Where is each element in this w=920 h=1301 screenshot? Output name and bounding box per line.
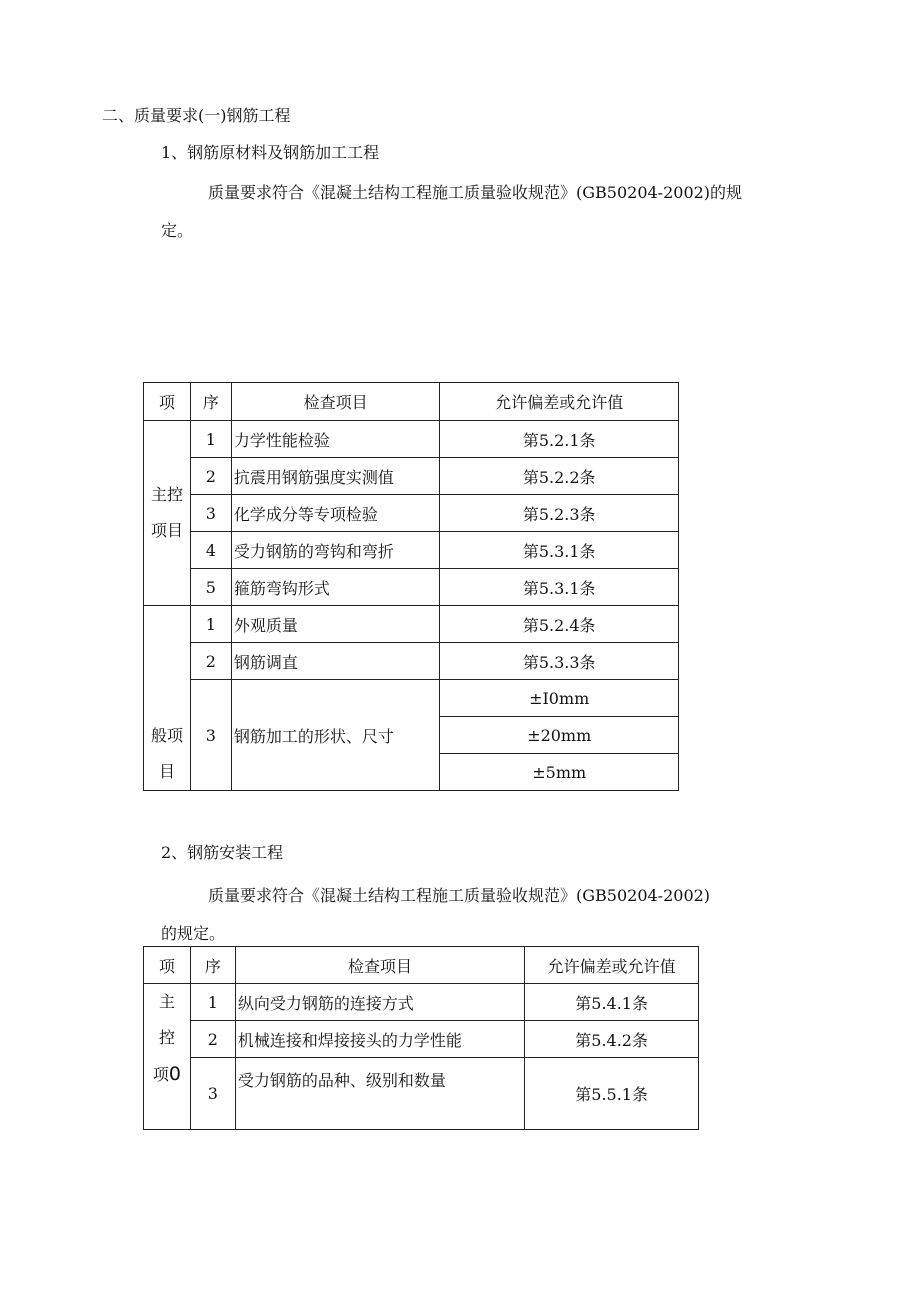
section1-paragraph-line2: 定。 bbox=[161, 221, 194, 240]
header-inspection-item: 检查项目 bbox=[235, 947, 524, 984]
row-number: 3 bbox=[190, 680, 231, 791]
row-value: 第5.2.2条 bbox=[440, 458, 679, 495]
row-number: 3 bbox=[190, 495, 231, 532]
row-item: 机械连接和焊接接头的力学性能 bbox=[235, 1021, 524, 1058]
row-item: 钢筋调直 bbox=[231, 643, 440, 680]
header-inspection-item: 检查项目 bbox=[231, 383, 440, 421]
section-heading: 二、质量要求(一)钢筋工程 bbox=[102, 106, 291, 125]
table-row bbox=[144, 495, 679, 532]
row-item: 外观质量 bbox=[231, 606, 440, 643]
header-category: 项 bbox=[144, 383, 191, 421]
general-item-label-line1: 般项 bbox=[150, 726, 183, 745]
section2-title: 2、钢筋安装工程 bbox=[161, 843, 284, 862]
row-value: 第5.3.1条 bbox=[440, 532, 679, 569]
row-number: 1 bbox=[190, 606, 231, 643]
label-char bbox=[144, 1056, 190, 1093]
table-row bbox=[144, 984, 699, 1021]
header-number: 序 bbox=[190, 947, 235, 984]
row-number: 2 bbox=[190, 1021, 235, 1058]
main-control-label bbox=[144, 421, 191, 606]
main-control-label-line2: 项目 bbox=[150, 521, 183, 540]
label-char: 控 bbox=[158, 1028, 175, 1047]
row-item: 力学性能检验 bbox=[231, 421, 440, 458]
main-control-label bbox=[144, 984, 191, 1130]
row-number: 2 bbox=[190, 643, 231, 680]
row-item: 化学成分等专项检验 bbox=[231, 495, 440, 532]
table-header-row bbox=[144, 947, 699, 984]
section2-paragraph-line2: 的规定。 bbox=[161, 924, 226, 943]
table-header-row bbox=[144, 383, 679, 421]
table-row bbox=[144, 532, 679, 569]
section1-paragraph-line1: 质量要求符合《混凝土结构工程施工质量验收规范》(GB50204-2002)的规 bbox=[208, 183, 743, 202]
table-row bbox=[144, 606, 679, 643]
general-item-label-line2: 目 bbox=[158, 762, 175, 781]
table-row bbox=[144, 569, 679, 606]
main-control-label-line1: 主控 bbox=[150, 485, 183, 504]
table-row bbox=[144, 421, 679, 458]
rebar-installation-table bbox=[143, 946, 699, 1130]
row-item: 受力钢筋的品种、级别和数量 bbox=[235, 1058, 524, 1130]
tolerance-value: ±20mm bbox=[440, 717, 679, 754]
table-row bbox=[144, 1021, 699, 1058]
row-value: 第5.3.3条 bbox=[440, 643, 679, 680]
row-value: 第5.2.1条 bbox=[440, 421, 679, 458]
row-value: 第5.2.3条 bbox=[440, 495, 679, 532]
row-value: 第5.2.4条 bbox=[440, 606, 679, 643]
row-item: 抗震用钢筋强度实测值 bbox=[231, 458, 440, 495]
label-extra: 0 bbox=[168, 1063, 182, 1085]
row-item: 受力钢筋的弯钩和弯折 bbox=[231, 532, 440, 569]
table-row bbox=[144, 643, 679, 680]
row-value: 第5.4.2条 bbox=[525, 1021, 699, 1058]
general-item-label bbox=[144, 606, 191, 791]
row-item: 钢筋加工的形状、尺寸 bbox=[231, 680, 440, 791]
row-number: 5 bbox=[190, 569, 231, 606]
section2-paragraph-line1: 质量要求符合《混凝土结构工程施工质量验收规范》(GB50204-2002) bbox=[208, 886, 711, 905]
table-row bbox=[144, 680, 679, 717]
label-char: 主 bbox=[158, 992, 175, 1011]
row-number: 1 bbox=[190, 984, 235, 1021]
row-item: 箍筋弯钩形式 bbox=[231, 569, 440, 606]
tolerance-value: ±5mm bbox=[440, 754, 679, 791]
row-value: 第5.4.1条 bbox=[525, 984, 699, 1021]
tolerance-value: ±I0mm bbox=[440, 680, 679, 717]
header-tolerance: 允许偏差或允许值 bbox=[440, 383, 679, 421]
row-number: 1 bbox=[190, 421, 231, 458]
rebar-material-table bbox=[143, 382, 679, 791]
row-item: 纵向受力钢筋的连接方式 bbox=[235, 984, 524, 1021]
section1-title: 1、钢筋原材料及钢筋加工工程 bbox=[161, 143, 380, 162]
row-number: 4 bbox=[190, 532, 231, 569]
table-row bbox=[144, 458, 679, 495]
row-value: 第5.5.1条 bbox=[525, 1058, 699, 1130]
row-number: 2 bbox=[190, 458, 231, 495]
row-number: 3 bbox=[190, 1058, 235, 1130]
row-value: 第5.3.1条 bbox=[440, 569, 679, 606]
label-char-text: 项 bbox=[152, 1065, 169, 1084]
table-row bbox=[144, 1058, 699, 1130]
header-number: 序 bbox=[190, 383, 231, 421]
header-category: 项 bbox=[144, 947, 191, 984]
header-tolerance: 允许偏差或允许值 bbox=[525, 947, 699, 984]
